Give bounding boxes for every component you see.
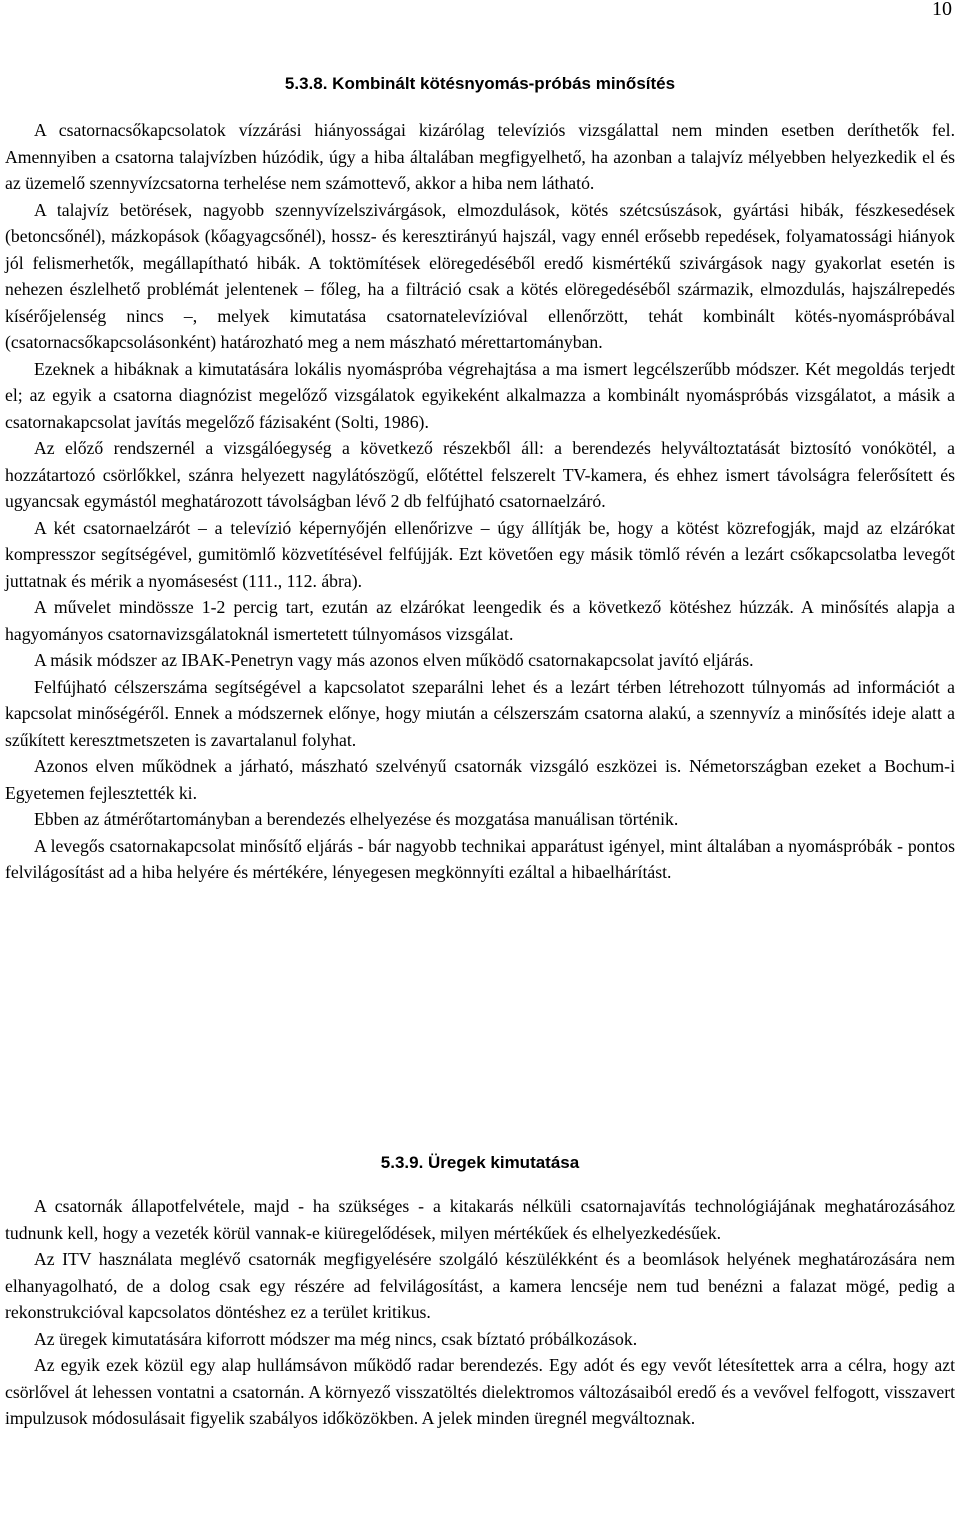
paragraph: Az üregek kimutatására kiforrott módszer ma még nincs, csak bíztató próbálkozások. [34,1328,638,1349]
page-number: 10 [932,0,952,20]
section-body-5-3-9 [5,1193,955,1432]
section-body-5-3-8 [5,117,955,886]
section-heading-5-3-9: 5.3.9. Üregek kimutatása [380,1153,580,1172]
paragraph: A levegős csatornakapcsolat minősítő eljárás - bár nagyobb technikai apparátust igényel, mint általában a nyomáspróbák - pontos felvilágosítást ad a hiba helyére és mértékére, lényegesen megkönnyíti ezáltal a hibaelhárítást. [5,835,955,882]
paragraph: A másik módszer az IBAK-Penetryn vagy más azonos elven működő csatornakapcsolat javító eljárás. [34,650,754,670]
section-heading-5-3-8: 5.3.8. Kombinált kötésnyomás-próbás minősítés [284,74,676,93]
paragraph: Az egyik ezek közül egy alap hullámsávon működő radar berendezés. Egy adót és egy vevőt létesítettek arra a célra, hogy azt csörlővel át lehessen vontatni a csatornán. A környező visszatöltés dielektromos változásaiból eredő és a vevővel felfogott, visszavert impulzusok módosulásait figyelik szabályos időközökben. A jelek minden üregnél megváltoznak. [5,1355,955,1428]
paragraph: Felfújható célszerszáma segítségével a kapcsolatot szeparálni lehet és a lezárt térben létrehozott túlnyomás ad információt a kapcsolat minőségéről. Ennek a módszernek előnye, hogy miután a célszerszám csatorna alakú, a szennyvíz a minősítés ideje alatt a szűkített keresztmetszeten is zavartalanul folyhat. [5,676,955,750]
paragraph: A csatornacsőkapcsolatok vízzárási hiányosságai kizárólag televíziós vizsgálattal nem minden esetben deríthetők fel. Amennyiben a csatorna talajvízben húzódik, úgy a hiba általában megfigyelhető, ha azonban a talajvíz mélyebben helyezkedik el és az üzemelő szennyvízcsatorna terhelése nem számottevő, akkor a hiba nem látható. [5,120,955,193]
paragraph: A művelet mindössze 1-2 percig tart, ezután az elzárókat leengedik és a következő kötéshez húzzák. A minősítés alapja a hagyományos csatornavizsgálatoknál ismertetett túlnyomásos vizsgálat. [5,597,955,644]
paragraph: Ebben az átmérőtartományban a berendezés elhelyezése és mozgatása manuálisan történik. [34,809,679,829]
paragraph: Az ITV használata meglévő csatornák megfigyelésére szolgáló készülékként és a beomlások helyének meghatározására nem elhanyagolható, de a dolog csak egy részére ad felvilágosítást, a kamera lencséje nem tud benézni a falazat mögé, pedig a rekonstrukcióval kapcsolatos döntéshez ez a terület kritikus. [5,1249,955,1322]
paragraph: Azonos elven működnek a járható, mászható szelvényű csatornák vizsgáló eszközei is. Németországban ezeket a Bochum-i Egyetemen fejlesztették ki. [5,756,955,803]
paragraph: Ezeknek a hibáknak a kimutatására lokális nyomáspróba végrehajtása a ma ismert legcélszerűbb módszer. Két megoldás terjedt el; az egyik a csatorna diagnózist megelőző vizsgálatok egyikeként alkalmazza a kombinált nyomáspróbás vizsgálatot, a másik a csatornakapcsolat javítás megelőző fázisaként (Solti, 1986). [5,358,955,432]
paragraph: A két csatornaelzárót – a televízió képernyőjén ellenőrizve – úgy állítják be, hogy a kötést közrefogják, majd az elzárókat kompresszor segítségével, gumitömlő közvetítésével felfújják. Ezt követően egy másik tömlő révén a lezárt csőkapcsolatba levegőt juttatnak és mérik a nyomásesést (111., 112. ábra). [5,517,955,591]
paragraph: Az előző rendszernél a vizsgálóegység a következő részekből áll: a berendezés helyváltoztatását biztosító vonókötél, a hozzátartozó csörlőkkel, szánra helyezett nagylátószögű, előtéttel felszerelt TV-kamera, és ehhez ismert távolságra felerősített és ugyancsak egymástól meghatározott távolságban lévő 2 db felfújható csatornaelzáró. [5,438,955,511]
paragraph: A talajvíz betörések, nagyobb szennyvízelszivárgások, elmozdulások, kötés szétcsúszások, gyártási hibák, fészkesedések (betoncsőnél), mázkopások (kőagyagcsőnél), hossz- és keresztirányú hajszál, vagy ennél erősebb repedések, folyamatossági hiányok jól felismerhetők, megállapítható hibák. A toktömítések elöregedéséből eredő kismértékű szivárgások nagy gyakorlat esetén is nehezen észlelhető problémát jelentenek – főleg, ha a filtráció csak a kötés elöregedéséből származik, elmozdulás, hajszálrepedés kísérőjelenség nincs –, melyek kimutatása csatornatelevízióval ellenőrzött, tehát kombinált kötés-nyomáspróbával (csatornacsőkapcsolásonként) határozható meg a nem mászható mérettartományban. [5,199,955,352]
paragraph: A csatornák állapotfelvétele, majd - ha szükséges - a kitakarás nélküli csatornajavítás technológiájának meghatározásához tudnunk kell, hogy a vezeték körül vannak-e kiüregelődések, milyen mértékűek és elhelyezkedésűek. [5,1196,955,1243]
